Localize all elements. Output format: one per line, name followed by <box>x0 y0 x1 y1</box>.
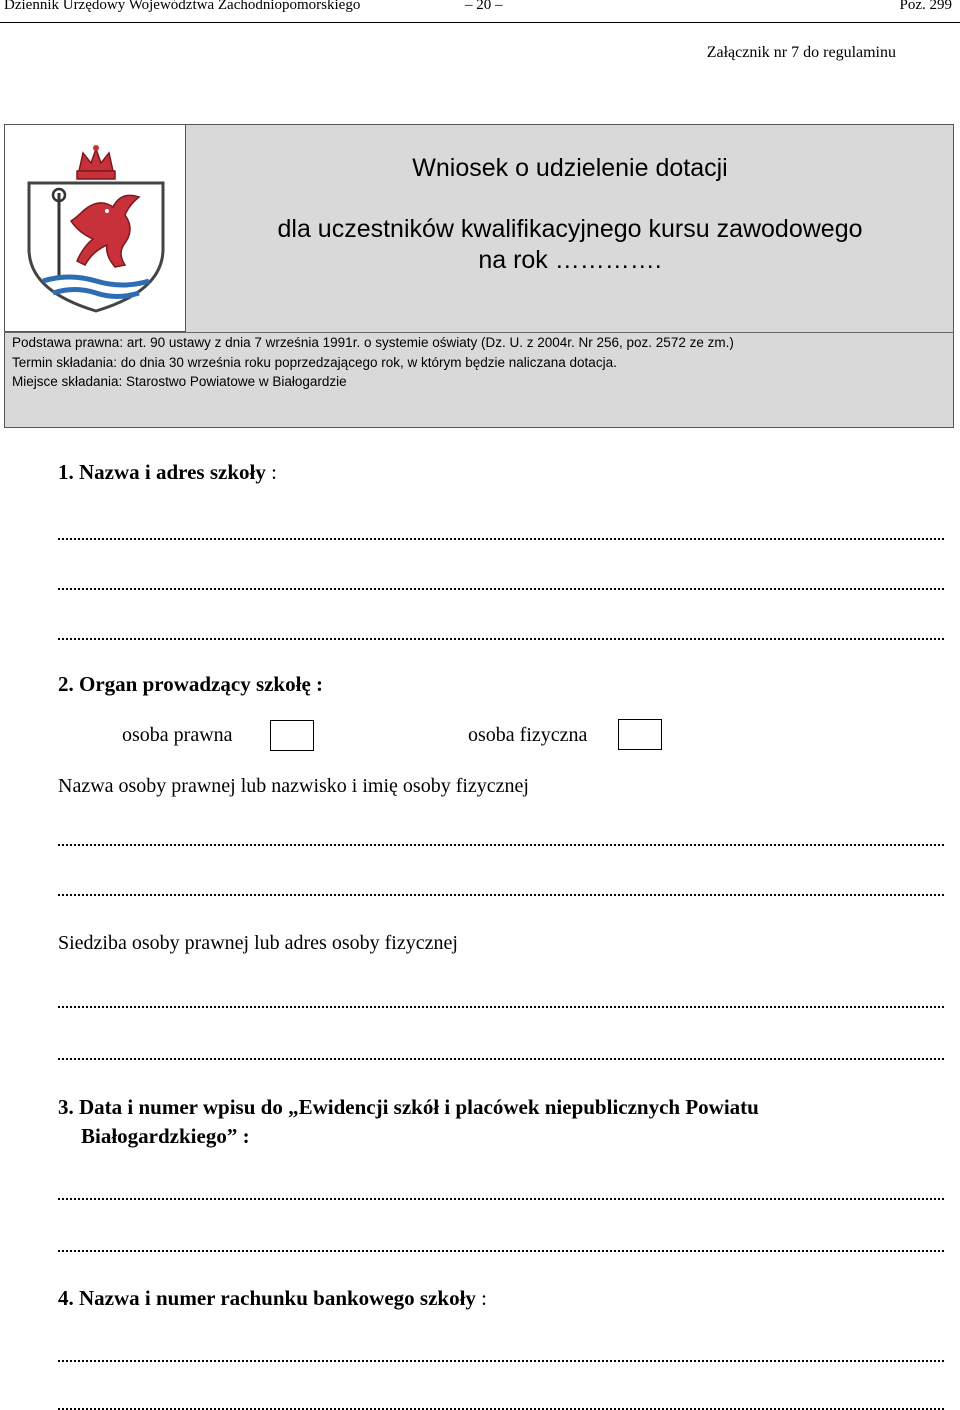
owner-address-line-1[interactable] <box>58 988 944 1008</box>
position-number: Poz. 299 <box>899 0 952 13</box>
coat-of-arms-icon <box>21 141 171 317</box>
section-3-title: 3. Data i numer wpisu do „Ewidencji szkół i placówek niepublicznych Powiatu <box>58 1095 759 1119</box>
section-1-title-text: 1. Nazwa i adres szkoły <box>58 460 266 484</box>
owner-name-label: Nazwa osoby prawnej lub nazwisko i imię osoby fizycznej <box>58 775 529 797</box>
owner-name-line-1[interactable] <box>58 826 944 846</box>
bank-account-line-2[interactable] <box>58 1390 944 1410</box>
form-year-line: na rok …………. <box>478 246 662 274</box>
submission-deadline: Termin składania: do dnia 30 września roku poprzedzającego rok, w którym będzie naliczana dotacja. <box>12 355 617 370</box>
legal-basis: Podstawa prawna: art. 90 ustawy z dnia 7 września 1991r. o systemie oświaty (Dz. U. z 2004r. Nr 256, poz. 2572 ze zm.) <box>12 335 734 350</box>
form-subtitle-line1: dla uczestników kwalifikacyjnego kursu zawodowego <box>277 215 863 243</box>
bank-account-line-1[interactable] <box>58 1342 944 1362</box>
owner-address-label: Siedziba osoby prawnej lub adres osoby fizycznej <box>58 932 458 954</box>
natural-person-checkbox[interactable] <box>618 719 662 750</box>
section-4-title-text: 4. Nazwa i numer rachunku bankowego szkoły <box>58 1286 476 1310</box>
owner-name-line-2[interactable] <box>58 876 944 896</box>
school-name-line-3[interactable] <box>58 620 944 640</box>
journal-title: Dziennik Urzędowy Województwa Zachodniopomorskiego <box>4 0 361 13</box>
form-subtitle <box>186 214 954 276</box>
section-3-title-cont: Białogardzkiego” : <box>81 1124 250 1148</box>
submission-place: Miejsce składania: Starostwo Powiatowe w Białogardzie <box>12 374 347 389</box>
form-title: Wniosek o udzielenie dotacji <box>412 154 728 182</box>
page-number: – 20 – <box>465 0 503 13</box>
school-name-line-1[interactable] <box>58 520 944 540</box>
option-natural-person-label: osoba fizyczna <box>468 724 588 746</box>
annex-label: Załącznik nr 7 do regulaminu <box>706 44 896 61</box>
header-rule <box>0 22 960 23</box>
section-1-colon: : <box>265 460 277 484</box>
registry-entry-line-2[interactable] <box>58 1232 944 1252</box>
coat-of-arms-cell <box>4 124 186 332</box>
registry-entry-line-1[interactable] <box>58 1180 944 1200</box>
owner-address-line-2[interactable] <box>58 1040 944 1060</box>
section-4-colon: : <box>475 1286 488 1310</box>
section-1-title <box>58 460 277 485</box>
section-4-title <box>58 1286 487 1311</box>
section-2-title: 2. Organ prowadzący szkołę : <box>58 672 324 696</box>
box-divider <box>4 332 954 333</box>
legal-person-checkbox[interactable] <box>270 720 314 751</box>
school-name-line-2[interactable] <box>58 570 944 590</box>
option-legal-person-label: osoba prawna <box>122 724 233 746</box>
